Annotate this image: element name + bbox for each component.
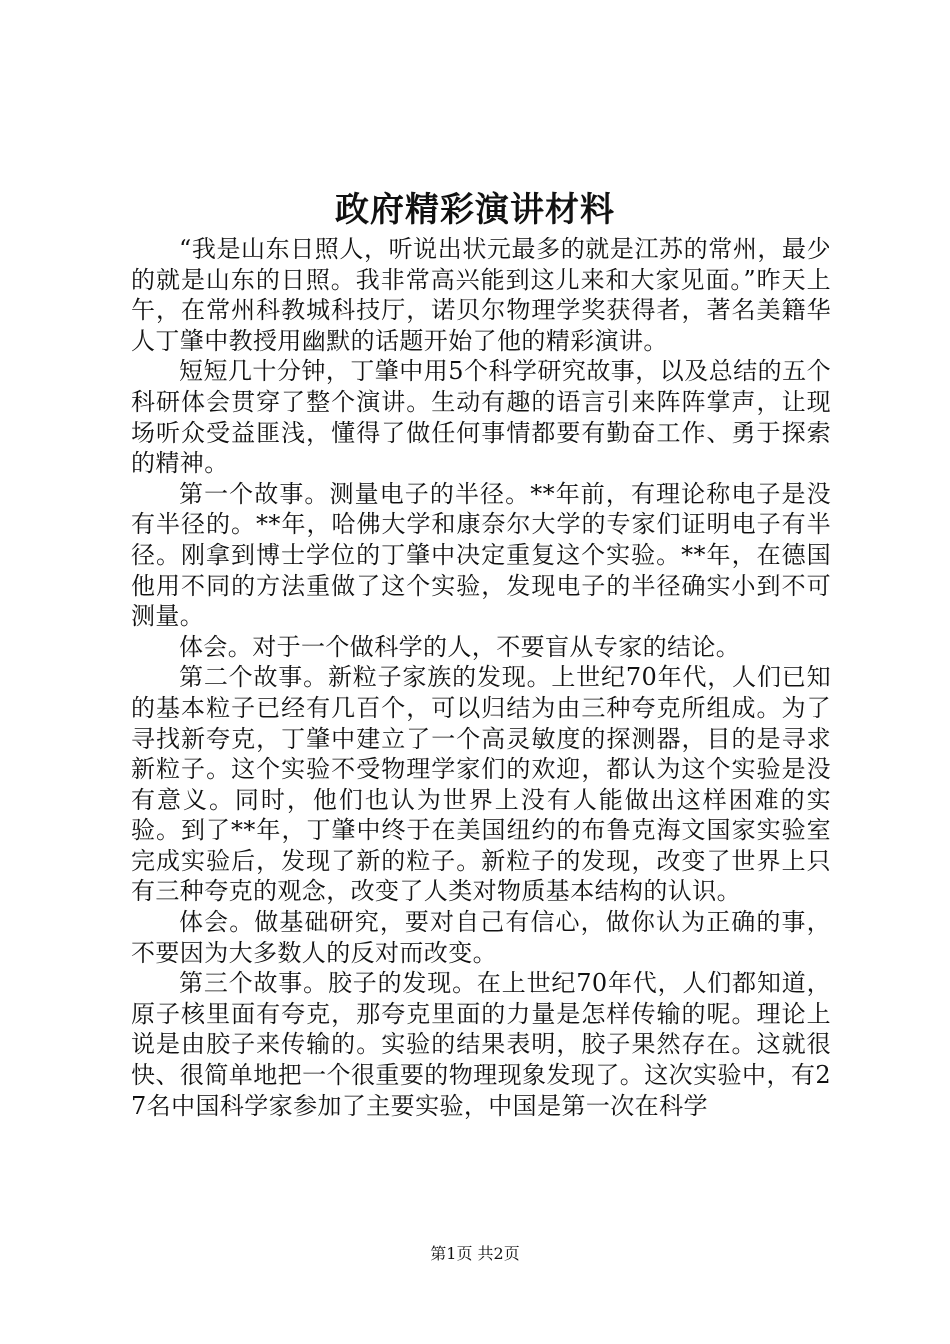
paragraph-6: 体会。做基础研究，要对自己有信心，做你认为正确的事，不要因为大多数人的反对而改变。 [131, 908, 831, 967]
document-title: 政府精彩演讲材料 [335, 190, 615, 230]
paragraph-1: “我是山东日照人，听说出状元最多的就是江苏的常州，最少的就是山东的日照。我非常高兴能到这儿来和大家见面。”昨天上午，在常州科教城科技厅，诺贝尔物理学奖获得者，著名美籍华人丁肇中教授用幽默的话题开始了他的精彩演讲。 [131, 235, 831, 355]
page-footer: 第1页 共2页 [430, 1244, 520, 1263]
paragraph-4: 体会。对于一个做科学的人，不要盲从专家的结论。 [179, 632, 741, 661]
paragraph-7: 第三个故事。胶子的发现。在上世纪70年代，人们都知道，原子核里面有夸克，那夸克里面的力量是怎样传输的呢。理论上说是由胶子来传输的。实验的结果表明，胶子果然存在。这就很快、很简单地把一个很重要的物理现象发现了。这次实验中，有27名中国科学家参加了主要实验，中国是第一次在科学 [131, 969, 831, 1120]
document-body [131, 234, 831, 1121]
paragraph-3: 第一个故事。测量电子的半径。**年前，有理论称电子是没有半径的。**年，哈佛大学和康奈尔大学的专家们证明电子有半径。刚拿到博士学位的丁肇中决定重复这个实验。**年，在德国他用不同的方法重做了这个实验，发现电子的半径确实小到不可测量。 [131, 479, 831, 631]
paragraph-2: 短短几十分钟，丁肇中用5个科学研究故事，以及总结的五个科研体会贯穿了整个演讲。生动有趣的语言引来阵阵掌声，让现场听众受益匪浅，懂得了做任何事情都要有勤奋工作、勇于探索的精神。 [131, 357, 831, 478]
paragraph-5: 第二个故事。新粒子家族的发现。上世纪70年代，人们已知的基本粒子已经有几百个，可以归结为由三种夸克所组成。为了寻找新夸克，丁肇中建立了一个高灵敏度的探测器，目的是寻求新粒子。这个实验不受物理学家们的欢迎，都认为这个实验是没有意义。同时，他们也认为世界上没有人能做出这样困难的实验。到了**年，丁肇中终于在美国纽约的布鲁克海文国家实验室完成实验后，发现了新的粒子。新粒子的发现，改变了世界上只有三种夸克的观念，改变了人类对物质基本结构的认识。 [131, 663, 831, 906]
